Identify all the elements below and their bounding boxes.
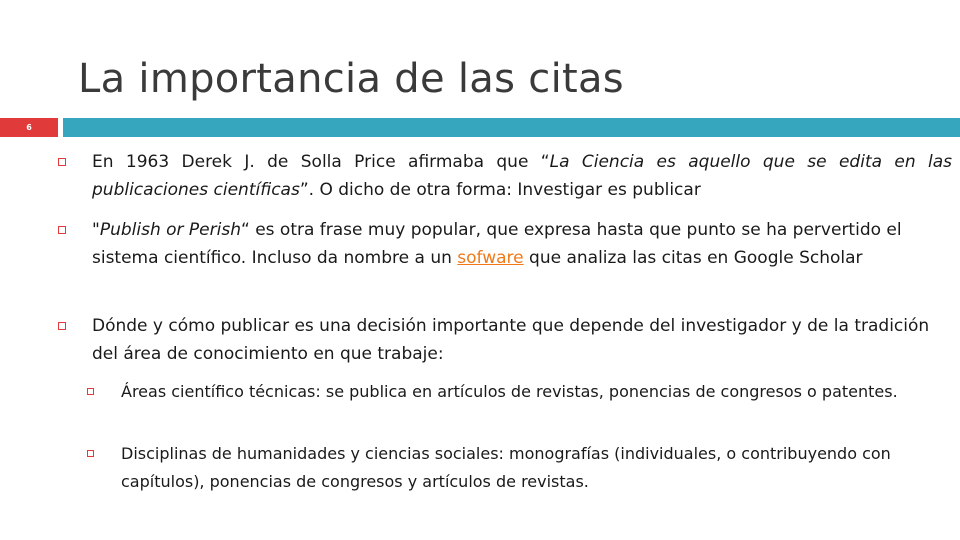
slide-number: 6 <box>26 123 32 132</box>
header-divider-bar <box>63 118 960 137</box>
bullet-item: Dónde y cómo publicar es una decisión importante que depende del investigador y de la tradición del área de conocimiento en que trabaje: <box>92 312 952 368</box>
square-bullet-icon <box>58 226 66 234</box>
square-bullet-icon <box>58 158 66 166</box>
bullet-item: En 1963 Derek J. de Solla Price afirmaba que “La Ciencia es aquello que se edita en las publicaciones científicas”. O dicho de otra forma: Investigar es publicar <box>92 148 952 204</box>
sub-bullet-item: Disciplinas de humanidades y ciencias sociales: monografías (individuales, o contribuyendo con capítulos), ponencias de congresos y artículos de revistas. <box>121 440 901 496</box>
square-bullet-icon <box>87 388 94 395</box>
square-bullet-icon <box>58 322 66 330</box>
sofware-link[interactable]: sofware <box>457 248 524 268</box>
sub-bullet-item: Áreas científico técnicas: se publica en artículos de revistas, ponencias de congresos o patentes. <box>121 378 901 406</box>
slide-title: La importancia de las citas <box>78 56 624 102</box>
square-bullet-icon <box>87 450 94 457</box>
slide-number-bar <box>0 118 58 137</box>
bullet-item: "Publish or Perish“ es otra frase muy popular, que expresa hasta que punto se ha pervertido el sistema científico. Incluso da nombre a un sofware que analiza las citas en Google Scholar <box>92 216 952 272</box>
